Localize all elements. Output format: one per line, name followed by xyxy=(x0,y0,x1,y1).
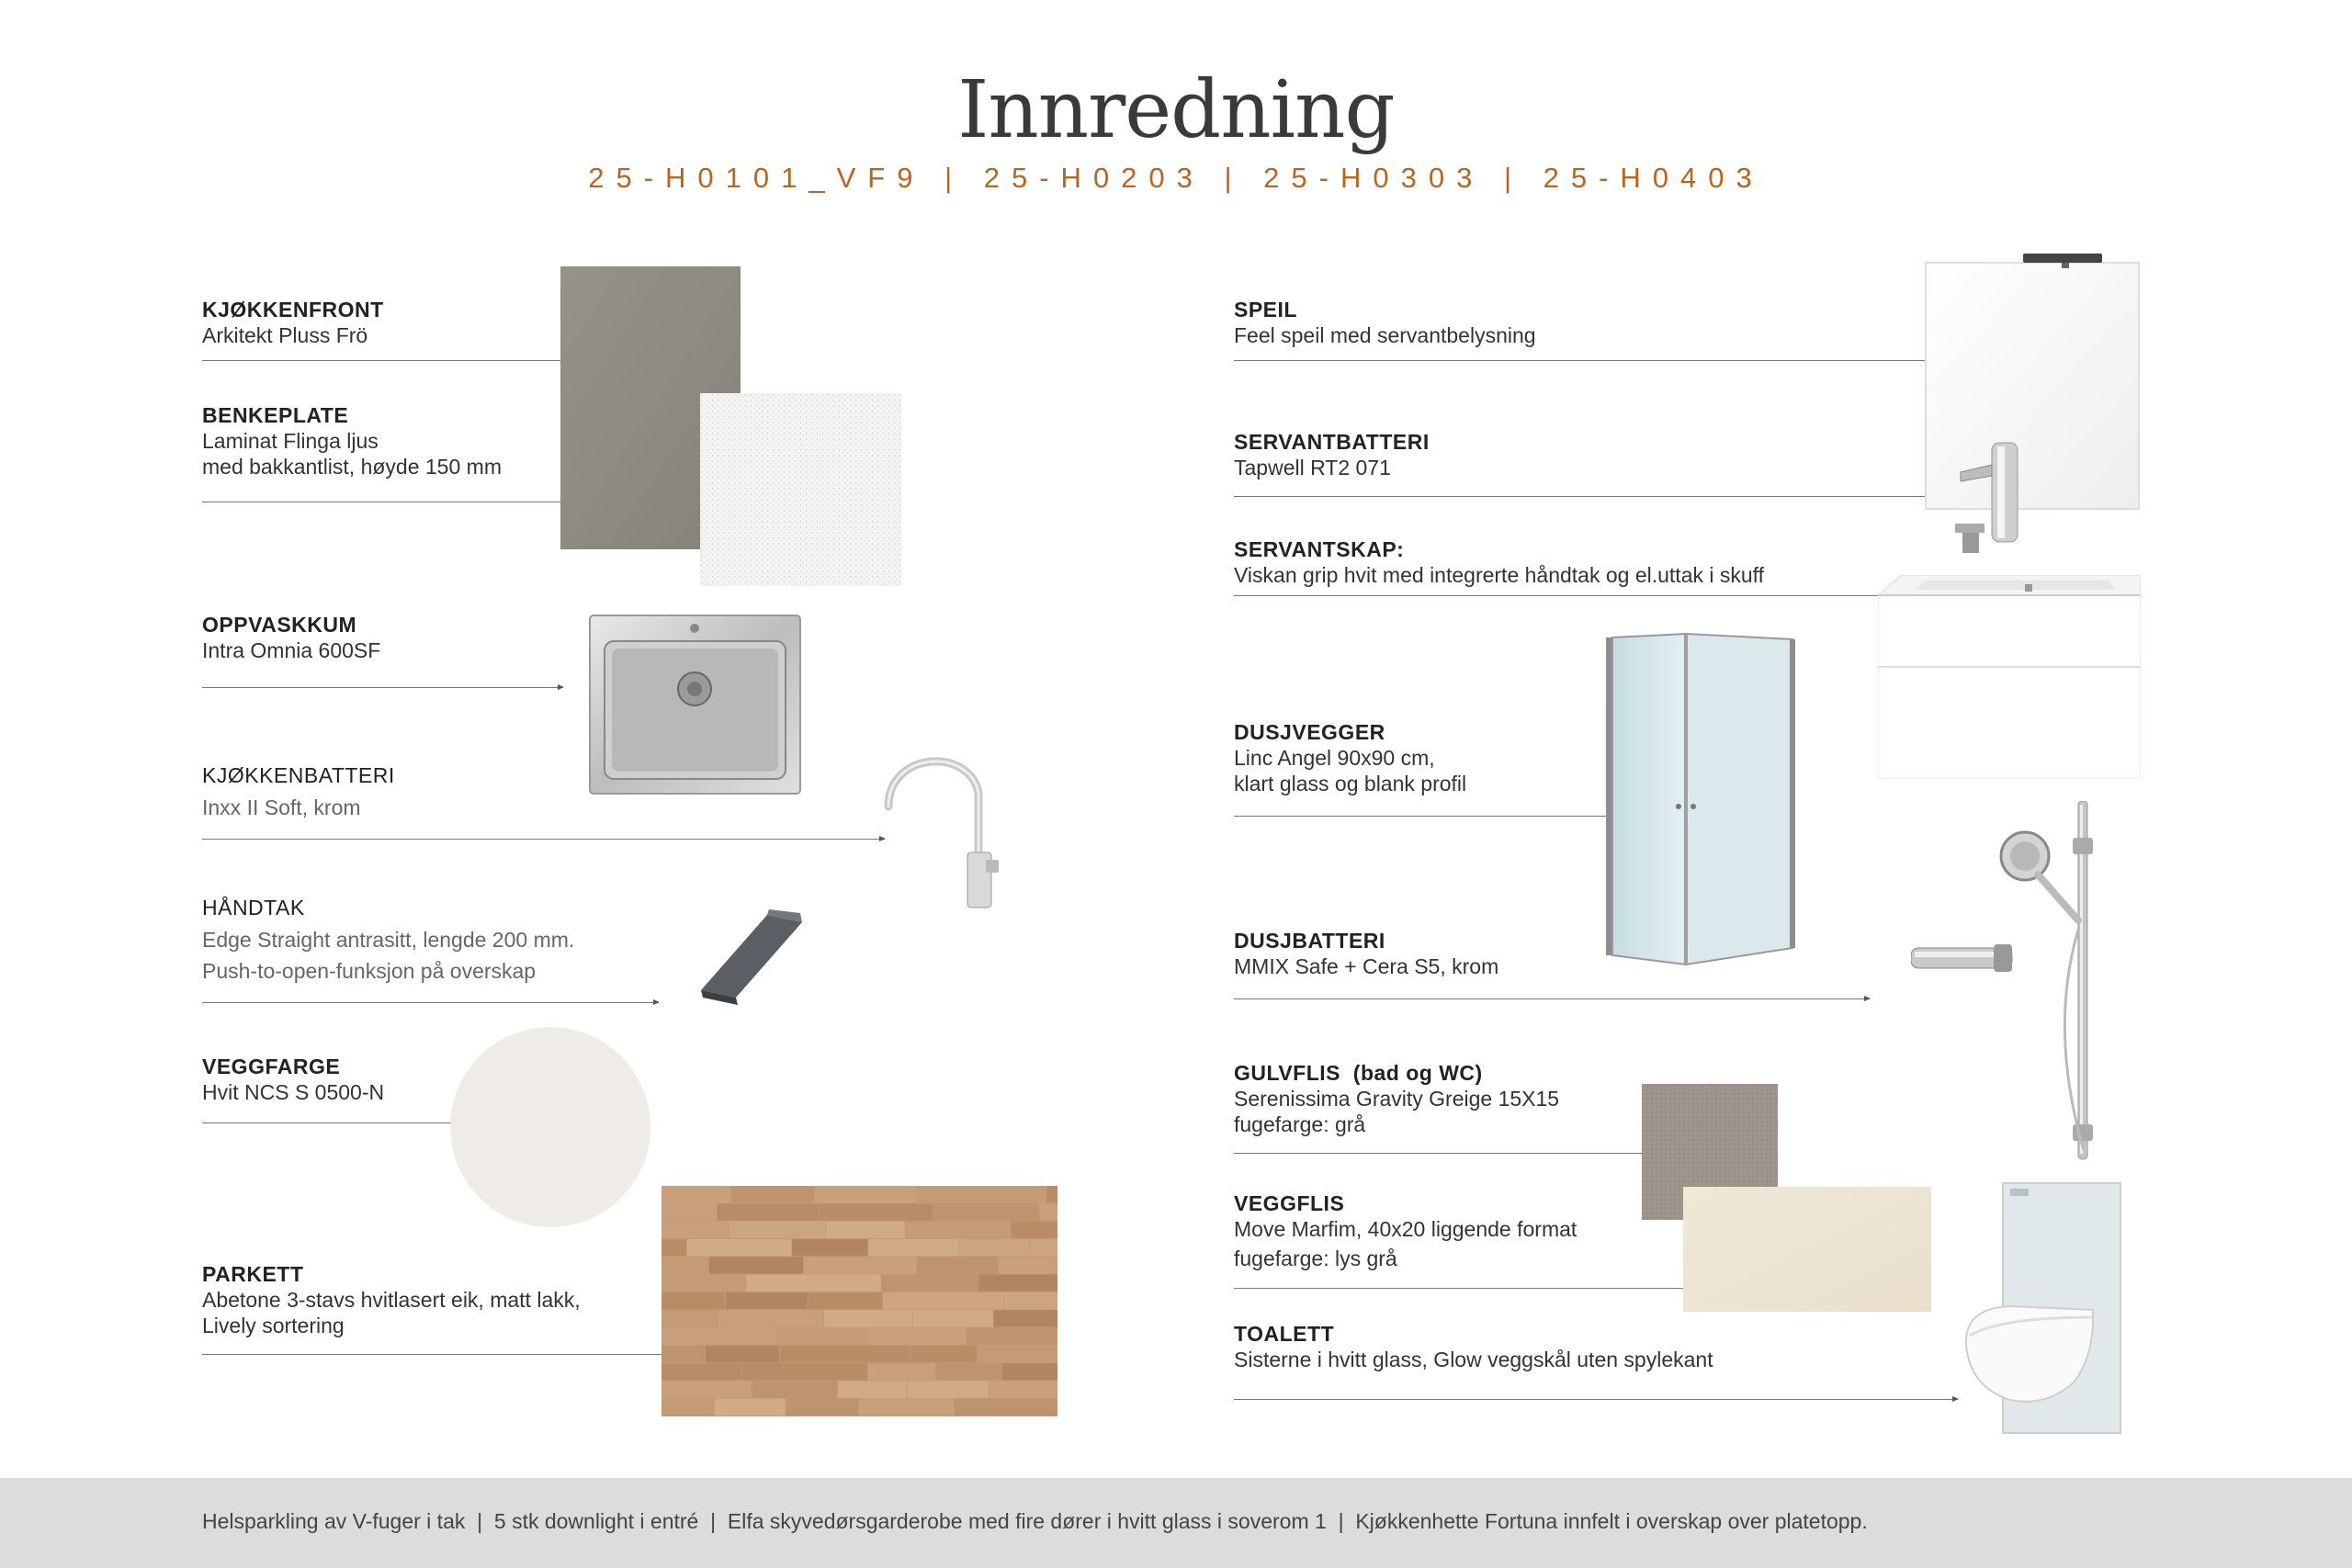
item-description: Tapwell RT2 071 xyxy=(1234,456,1391,479)
item-heading: SERVANTBATTERI xyxy=(1234,430,1430,454)
shower-mixer-image xyxy=(1911,801,2122,1161)
item-description: Push-to-open-funksjon på overskap xyxy=(202,959,537,983)
item-heading: OPPVASKKUM xyxy=(202,613,357,637)
leader-line xyxy=(1234,1399,1958,1400)
item-heading: SERVANTSKAP: xyxy=(1234,537,1405,561)
leader-line xyxy=(202,1122,490,1123)
leader-line xyxy=(1234,998,1870,999)
item-description: Viskan grip hvit med integrerte håndtak og el.uttak i skuff xyxy=(1234,563,1765,587)
item-heading: HÅNDTAK xyxy=(202,896,305,919)
parquet-sample xyxy=(662,1186,1057,1416)
item-description: Sisterne i hvitt glass, Glow veggskål uten spylekant xyxy=(1234,1348,1713,1371)
item-heading: KJØKKENBATTERI xyxy=(202,763,395,787)
item-description: MMIX Safe + Cera S5, krom xyxy=(1234,954,1499,978)
item-description: Intra Omnia 600SF xyxy=(202,638,381,662)
item-description: Inxx II Soft, krom xyxy=(202,795,361,819)
project-codes: 25-H0101_VF9 | 25-H0203 | 25-H0303 | 25-H0403 xyxy=(588,162,1764,194)
shower-wall-image xyxy=(1605,632,1798,974)
leader-line xyxy=(1234,595,1925,596)
leader-line xyxy=(1234,360,1956,361)
leader-line xyxy=(202,1002,659,1003)
item-heading: GULVFLIS (bad og WC) xyxy=(1234,1061,1483,1085)
leader-line xyxy=(1234,816,1625,817)
basin-faucet-image xyxy=(1955,439,2043,560)
item-description: Abetone 3-stavs hvitlasert eik, matt lakk, xyxy=(202,1288,581,1312)
item-dusjbatteri xyxy=(1234,928,1498,979)
vanity-cabinet-image xyxy=(1878,575,2141,779)
leader-line xyxy=(202,1354,712,1355)
item-oppvaskkum xyxy=(202,612,380,663)
item-description: Arkitekt Pluss Frö xyxy=(202,323,368,347)
toilet-image xyxy=(1964,1179,2126,1435)
item-servantbatteri xyxy=(1234,429,1430,480)
item-description: Edge Straight antrasitt, lengde 200 mm. xyxy=(202,928,575,952)
item-kjokkenbatteri xyxy=(202,762,395,820)
item-heading: VEGGFARGE xyxy=(202,1055,341,1078)
handle-image xyxy=(694,909,804,1005)
item-heading: SPEIL xyxy=(1234,298,1297,321)
leader-line xyxy=(1234,496,1932,497)
item-heading: DUSJVEGGER xyxy=(1234,720,1385,744)
footer-bar xyxy=(0,1478,2352,1568)
kitchen-faucet-image xyxy=(877,742,1006,917)
item-gulvflis xyxy=(1234,1060,1559,1137)
countertop-sample xyxy=(700,393,901,586)
item-heading: DUSJBATTERI xyxy=(1234,929,1385,953)
item-benkeplate xyxy=(202,402,502,479)
item-description: Lively sortering xyxy=(202,1314,345,1337)
sink-image xyxy=(588,614,802,795)
item-description: fugefarge: grå xyxy=(1234,1112,1366,1136)
item-description: Laminat Flinga ljus xyxy=(202,429,379,453)
footer-text: Helsparkling av V-fuger i tak | 5 stk downlight i entré | Elfa skyvedørsgarderobe med fire dører i hvitt glass i soverom 1 | Kjøkkenhette Fortuna innfelt i overskap over platetopp. xyxy=(202,1509,1868,1533)
item-description: Linc Angel 90x90 cm, xyxy=(1234,746,1435,770)
item-description: Serenissima Gravity Greige 15X15 xyxy=(1234,1087,1560,1111)
wall-color-swatch xyxy=(448,1025,652,1229)
item-dusjvegger xyxy=(1234,719,1466,796)
item-description: Hvit NCS S 0500-N xyxy=(202,1080,385,1104)
leader-line xyxy=(202,839,885,840)
wall-tile-sample xyxy=(1683,1187,1931,1312)
item-parkett xyxy=(202,1261,581,1338)
item-heading: TOALETT xyxy=(1234,1322,1335,1346)
item-toalett xyxy=(1234,1321,1713,1372)
item-veggfarge xyxy=(202,1054,384,1105)
item-servantskap xyxy=(1234,536,1764,588)
item-speil xyxy=(1234,297,1536,348)
leader-line xyxy=(202,687,563,688)
item-description: Move Marfim, 40x20 liggende format xyxy=(1234,1217,1577,1241)
item-handtak xyxy=(202,895,574,984)
page-title: Innredning xyxy=(957,64,1395,156)
item-heading: BENKEPLATE xyxy=(202,403,349,427)
item-description: med bakkantlist, høyde 150 mm xyxy=(202,455,502,479)
item-heading: KJØKKENFRONT xyxy=(202,298,384,321)
item-description: klart glass og blank profil xyxy=(1234,772,1467,795)
item-heading: PARKETT xyxy=(202,1262,304,1286)
item-description: Feel speil med servantbelysning xyxy=(1234,323,1536,347)
item-heading: VEGGFLIS xyxy=(1234,1191,1345,1215)
item-veggflis xyxy=(1234,1190,1577,1271)
item-description: fugefarge: lys grå xyxy=(1234,1247,1397,1270)
item-kjokkenfront xyxy=(202,297,384,348)
